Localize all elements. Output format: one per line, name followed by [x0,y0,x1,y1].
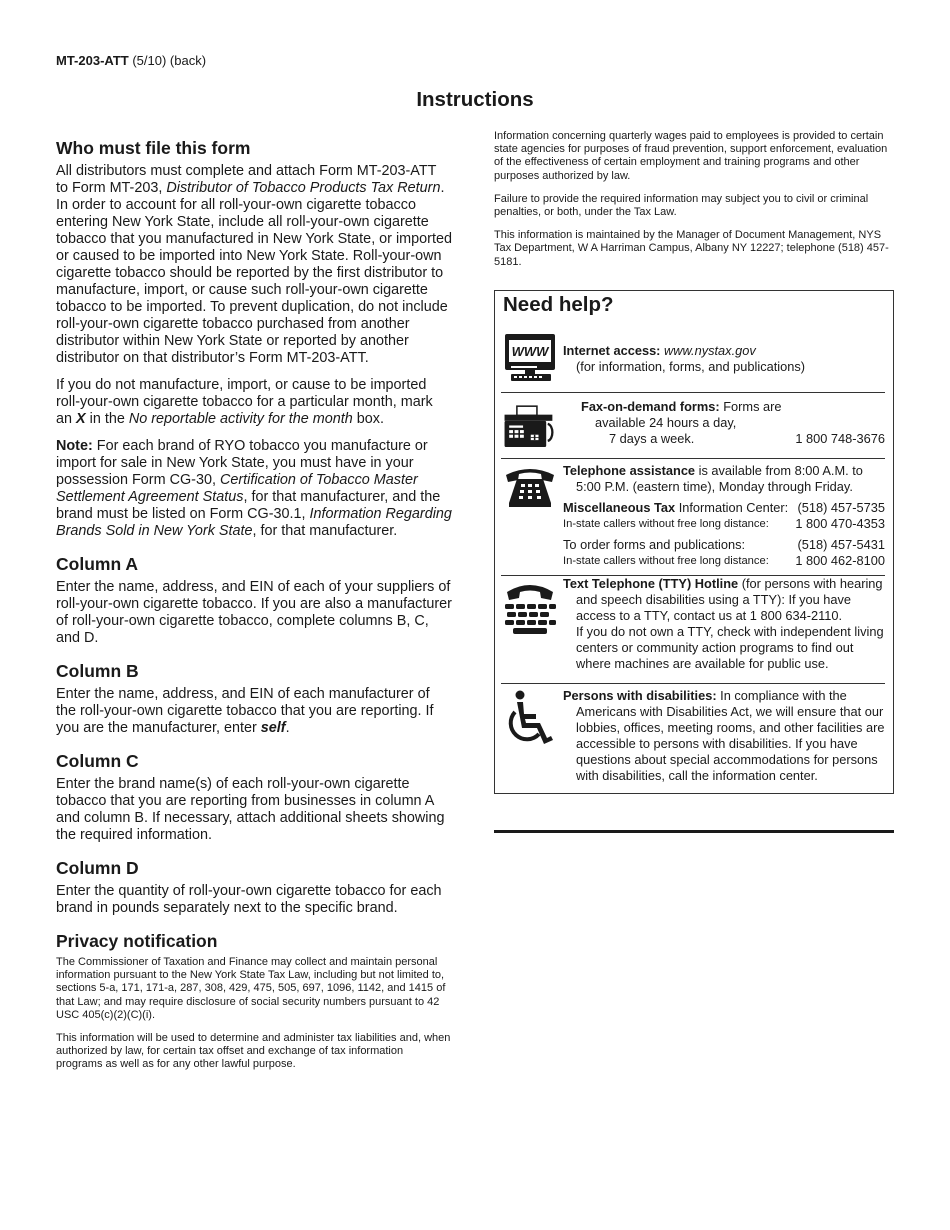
wheelchair-accessibility-icon [503,690,557,746]
internet-text: Internet access: www.nystax.gov (for information, forms, and publications) [563,343,806,374]
column-c-text: Enter the brand name(s) of each roll-your-own cigarette tobacco that you are reporting from businesses in column A and column B. If necessary, attach additional sheets showing the required information. [56,776,445,843]
fax-machine-icon [503,399,557,455]
column-a-section [56,553,452,647]
column-b-section [56,660,452,737]
column-b-heading: Column B [56,661,139,681]
bottom-rule-divider [494,830,894,833]
page-title: Instructions [416,88,534,111]
order-instate-phone: 1 800 462-8100 [795,553,885,568]
column-d-heading: Column D [56,858,139,878]
tty-row [501,575,885,684]
privacy-paragraph-5: This information is maintained by the Manager of Document Management, NYS Tax Department, W A Harriman Campus, Albany NY 12227; telephone (518) 457-5181. [494,229,889,268]
privacy-paragraph-4: Failure to provide the required information may subject you to civil or criminal penalties, or both, under the Tax Law. [494,192,869,219]
privacy-paragraph-3: Information concerning quarterly wages paid to employees is provided to certain state agencies for purposes of fraud prevention, support enforcement, evaluation of the effectiveness of certain employment and training programs and other purposes authorized by law. [494,130,888,182]
column-a-heading: Column A [56,554,138,574]
column-d-text: Enter the quantity of roll-your-own cigarette tobacco for each brand in pounds separately next to the specific brand. [56,883,442,916]
form-version: (5/10) (back) [132,53,207,68]
telephone-text: Telephone assistance is available from 8:00 A.M. to 5:00 P.M. (eastern time), Monday through Friday. Miscellaneous Tax Information Center: (518) 457-5735 In-state callers without free long distance: 1 800 470-4353 To order forms and publications: (518) 457-5431 In-state callers without free long distance: 1 800 462-8100 [563,463,885,568]
right-column [494,130,896,279]
computer-www-icon [503,333,557,383]
need-help-title: Need help? [503,293,614,316]
tty-text: Text Telephone (TTY) Hotline (for persons with hearing and speech disabilities using a TTY): If you have access to a TTY, contact us at 1 800 634-2110. If you do not own a TTY, check with independent living centers or community action programs to find out where machines are available for public use. [563,576,884,671]
privacy-paragraph-1: The Commissioner of Taxation and Finance may collect and maintain personal information pursuant to the New York State Tax Law, including but not limited to, sections 5-a, 171, 171-a, 287, 308, 429, 475, 505, 697, 1096, 1142, and 1415 of that Law; and may require disclosure of social security numbers pursuant to 42 USC 405(c)(2)(C)(i). [56,956,446,1021]
column-d-section [56,857,452,917]
note-paragraph: Note: For each brand of RYO tobacco you manufacture or import for sale in New York State, you must have in your possession Form CG-30, Certification of Tobacco Master Settlement Agreement Status, for that manufacturer, and the brand must be listed on Form CG-30.1, Information Regarding Brands Sold in New York State, for that manufacturer. [56,438,452,539]
who-must-file-paragraph: All distributors must complete and attach Form MT-203-ATT to Form MT-203, Distributor of Tobacco Products Tax Return. In order to account for all roll-your-own cigarette tobacco entering New York State, include all roll-your-own cigarette tobacco that you manufactured in New York State, or imported or caused to be imported into New York State. Roll-your-own cigarette tobacco should be reported by the first distributor to manufacture, import, or cause such roll-your-own cigarette tobacco to be imported. To prevent duplication, do not include roll-your-own cigarette tobacco purchased from another distributor within New York State or reported by another distributor on that distributor’s Form MT-203-ATT. [56,163,452,366]
svg-text:WWW: WWW [511,344,549,359]
order-forms-phone: (518) 457-5431 [797,537,885,552]
column-c-heading: Column C [56,751,139,771]
column-a-text: Enter the name, address, and EIN of each of your suppliers of roll-your-own cigarette tobacco. If you are also a manufacturer of roll-your-own cigarette tobacco, complete columns B, C, and D. [56,579,452,646]
telephone-row [501,458,885,567]
tty-teletype-icon [503,580,557,638]
disabilities-text: Persons with disabilities: In compliance with the Americans with Disabilities Act, we will ensure that our lobbies, offices, meeting rooms, and other facilities are accessible to persons with disabilities. If you have questions about special accommodations for persons with disabilities, call the information center. [563,688,885,783]
column-b-text: Enter the name, address, and EIN of each manufacturer of the roll-your-own cigarette tobacco that you are reporting. If you are the manufacturer, enter self. [56,686,434,736]
left-column [56,137,452,1085]
form-identifier [56,53,206,68]
need-help-box [494,290,894,794]
disabilities-row [501,683,885,792]
privacy-paragraph-2: This information will be used to determine and administer tax liabilities and, when authorized by law, for certain tax offset and exchange of tax information programs as well as for any other lawful purpose. [56,1032,451,1071]
fax-row [501,392,885,458]
privacy-heading: Privacy notification [56,931,218,951]
misc-instate-phone: 1 800 470-4353 [795,516,885,531]
no-activity-paragraph: If you do not manufacture, import, or cause to be imported roll-your-own cigarette tobacco for a particular month, mark an X in the No reportable activity for the month box. [56,377,433,427]
who-must-file-section [56,137,452,540]
fax-text: Fax-on-demand forms: Forms are available 24 hours a day, 7 days a week. 1 800 748-3676 [581,399,885,446]
form-code: MT-203-ATT [56,53,129,68]
who-must-file-heading: Who must file this form [56,138,251,158]
column-c-section [56,750,452,844]
misc-tax-phone: (518) 457-5735 [797,500,885,515]
internet-row [501,333,885,391]
fax-phone: 1 800 748-3676 [795,431,885,446]
internet-link[interactable]: www.nystax.gov [664,343,756,358]
telephone-icon [503,465,557,509]
privacy-section [56,930,452,1072]
